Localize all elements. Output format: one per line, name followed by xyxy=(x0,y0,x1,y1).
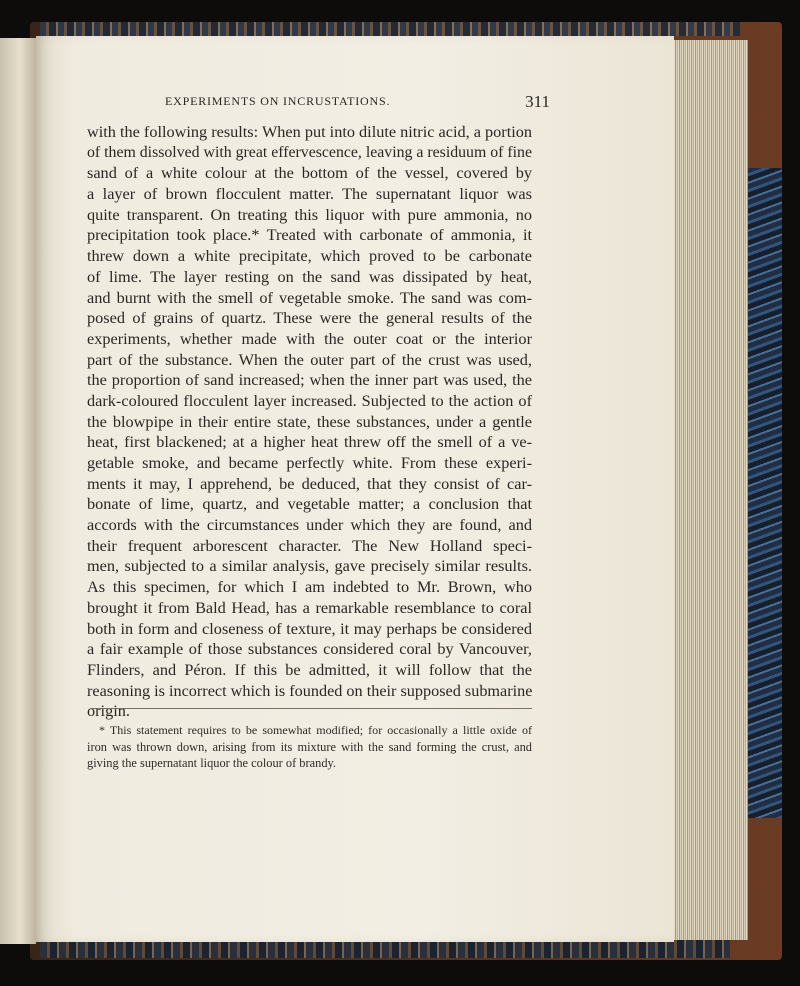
page-header xyxy=(165,92,550,112)
text-line: sand of a white colour at the bottom of the vessel, covered by xyxy=(87,163,532,183)
text-line: quite transparent. On treating this liquor with pure ammonia, no xyxy=(87,204,532,224)
text-line: with the following results: When put into dilute nitric acid, a portion xyxy=(87,123,532,141)
running-title: EXPERIMENTS ON INCRUSTATIONS. xyxy=(165,94,391,108)
page-stack-edges xyxy=(668,40,748,940)
body-text xyxy=(87,122,532,722)
text-line: precipitation took place.* Treated with carbonate of ammonia, it xyxy=(87,225,532,245)
text-line: both in form and closeness of texture, it may perhaps be considered xyxy=(87,618,532,638)
text-line: the proportion of sand increased; when the inner part was used, the xyxy=(87,370,532,390)
page-number: 311 xyxy=(525,92,550,111)
marbled-endpaper xyxy=(748,168,782,818)
text-line: experiments, whether made with the outer coat or the interior xyxy=(87,328,532,348)
text-line: getable smoke, and became perfectly white. From these experi- xyxy=(87,453,532,472)
text-line: and burnt with the smell of vegetable smoke. The sand was com- xyxy=(87,287,532,307)
text-line: a fair example of those substances considered coral by Vancouver, xyxy=(87,639,532,659)
footnote-line: giving the supernatant liquor the colour of brandy. xyxy=(87,756,337,770)
text-line: of them dissolved with great effervescence, leaving a residuum of fine xyxy=(87,143,532,161)
text-line: part of the substance. When the outer part of the crust was used, xyxy=(87,349,532,369)
text-line: accords with the circumstances under which they are found, and xyxy=(87,515,532,535)
text-line: bonate of lime, quartz, and vegetable matter; a conclusion that xyxy=(87,494,532,514)
left-page-edge xyxy=(0,38,36,944)
text-line: Flinders, and Péron. If this be admitted, it will follow that the xyxy=(87,659,532,679)
text-line: heat, first blackened; at a higher heat threw off the smell of a ve- xyxy=(87,432,532,452)
text-line: a layer of brown flocculent matter. The supernatant liquor was xyxy=(87,184,532,204)
text-line: posed of grains of quartz. These were the general results of the xyxy=(87,308,532,328)
text-line: of lime. The layer resting on the sand was dissipated by heat, xyxy=(87,266,532,286)
footnote-rule xyxy=(90,708,532,709)
text-line: origin. xyxy=(87,701,130,721)
text-line: brought it from Bald Head, has a remarkable resemblance to coral xyxy=(87,597,532,617)
footnote-line: iron was thrown down, arising from its mixture with the sand forming the crust, and xyxy=(87,739,532,754)
footnote xyxy=(87,722,532,772)
text-line: As this specimen, for which I am indebted to Mr. Brown, who xyxy=(87,577,532,597)
text-line: ments it may, I apprehend, be deduced, that they consist of car- xyxy=(87,473,532,493)
cover-top-edge xyxy=(40,22,740,36)
text-line: threw down a white precipitate, which proved to be carbonate xyxy=(87,246,532,266)
text-line: their frequent arborescent character. The New Holland speci- xyxy=(87,535,532,555)
footnote-line: * This statement requires to be somewhat modified; for occasionally a little oxide of xyxy=(99,723,532,737)
text-line: men, subjected to a similar analysis, gave precisely similar results. xyxy=(87,556,532,576)
text-line: dark-coloured flocculent layer increased. Subjected to the action of xyxy=(87,390,532,410)
text-line: the blowpipe in their entire state, these substances, under a gentle xyxy=(87,411,532,431)
text-line: reasoning is incorrect which is founded on their supposed submarine xyxy=(87,681,533,700)
